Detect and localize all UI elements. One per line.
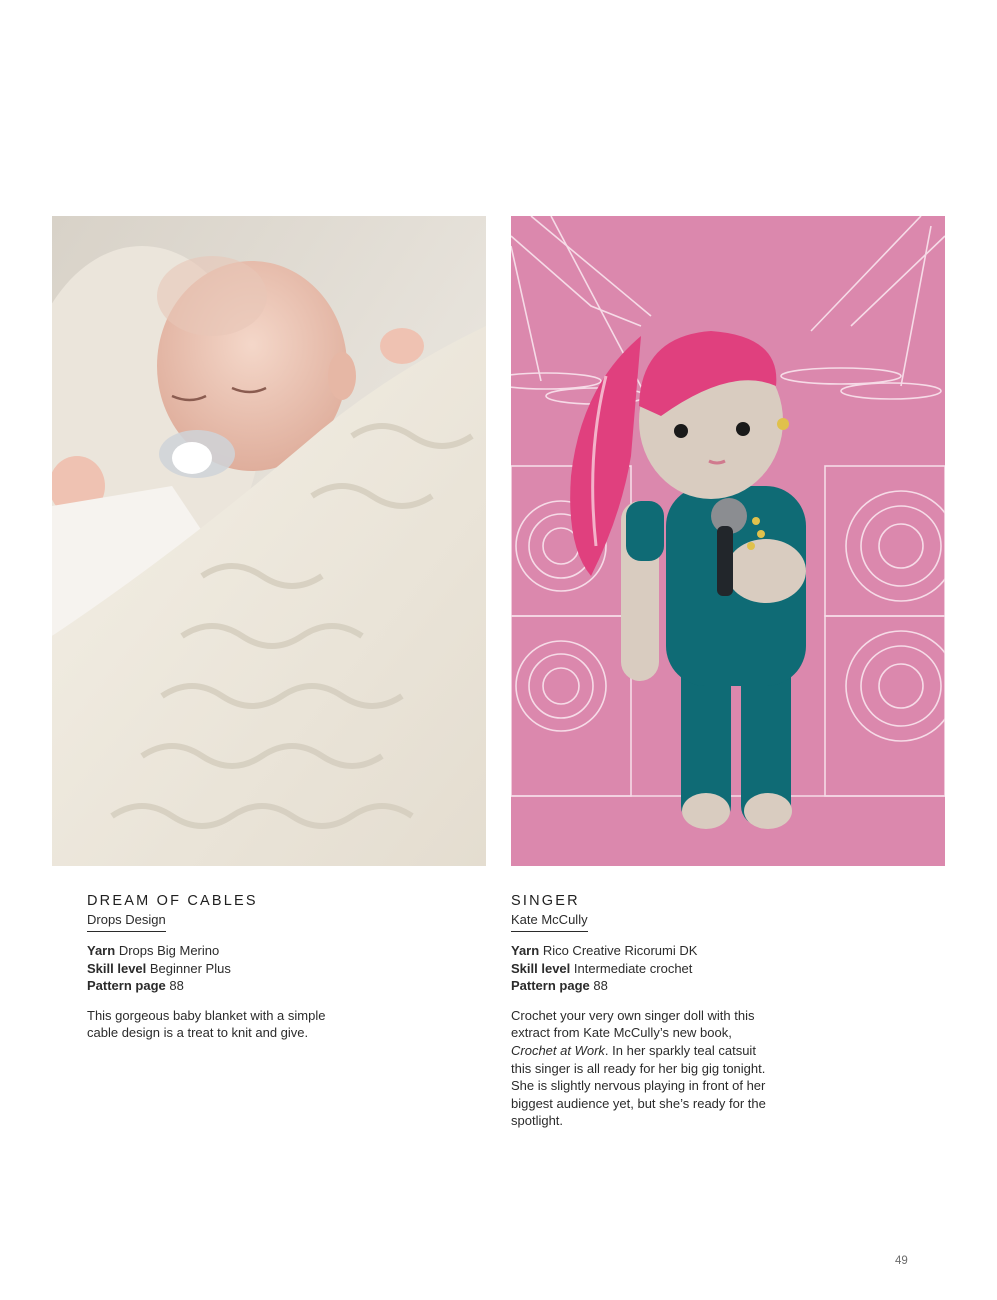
pattern-page-label: Pattern page [511,978,590,994]
baby-blanket-photo [52,216,486,866]
yarn-label: Yarn [511,943,540,958]
dream-of-cables-info [87,892,377,1042]
book-title: Crochet at Work [511,1042,605,1058]
skill-label: Skill level [511,960,571,976]
singer-info [511,892,801,1130]
pattern-title: DREAM OF CABLES [87,893,258,909]
pattern-title: SINGER [511,893,580,909]
pattern-page-line [87,977,377,995]
description-text-start: Crochet your very own singer doll with this extract from Kate McCully’s new book, [511,1007,755,1041]
singer-doll-photo [511,216,945,866]
pattern-page-line [511,977,801,995]
skill-value: Intermediate crochet [573,960,693,976]
skill-line [511,960,801,978]
pattern-specs [87,942,377,995]
designer-name: Kate McCully [511,912,588,932]
skill-label: Skill level [87,960,147,976]
yarn-value: Drops Big Merino [118,943,220,958]
pattern-specs [511,942,801,995]
designer-name: Drops Design [87,912,166,932]
pattern-page-value: 88 [169,978,184,994]
pattern-description [511,1007,771,1130]
yarn-line [511,942,801,960]
skill-value: Beginner Plus [149,960,231,976]
pattern-description: This gorgeous baby blanket with a simple cable design is a treat to knit and give. [87,1007,326,1041]
pattern-page-label: Pattern page [87,978,166,994]
yarn-line [87,942,377,960]
description-text-end: . In her sparkly teal catsuit this singer is all ready for her big gig tonight. She is slightly nervous playing in front of her biggest audience yet, but she’s ready for the spotlight. [511,1042,766,1129]
yarn-label: Yarn [87,943,116,958]
skill-line [87,960,377,978]
pattern-page-value: 88 [593,978,608,994]
yarn-value: Rico Creative Ricorumi DK [542,943,698,958]
page-number: 49 [895,1255,908,1267]
